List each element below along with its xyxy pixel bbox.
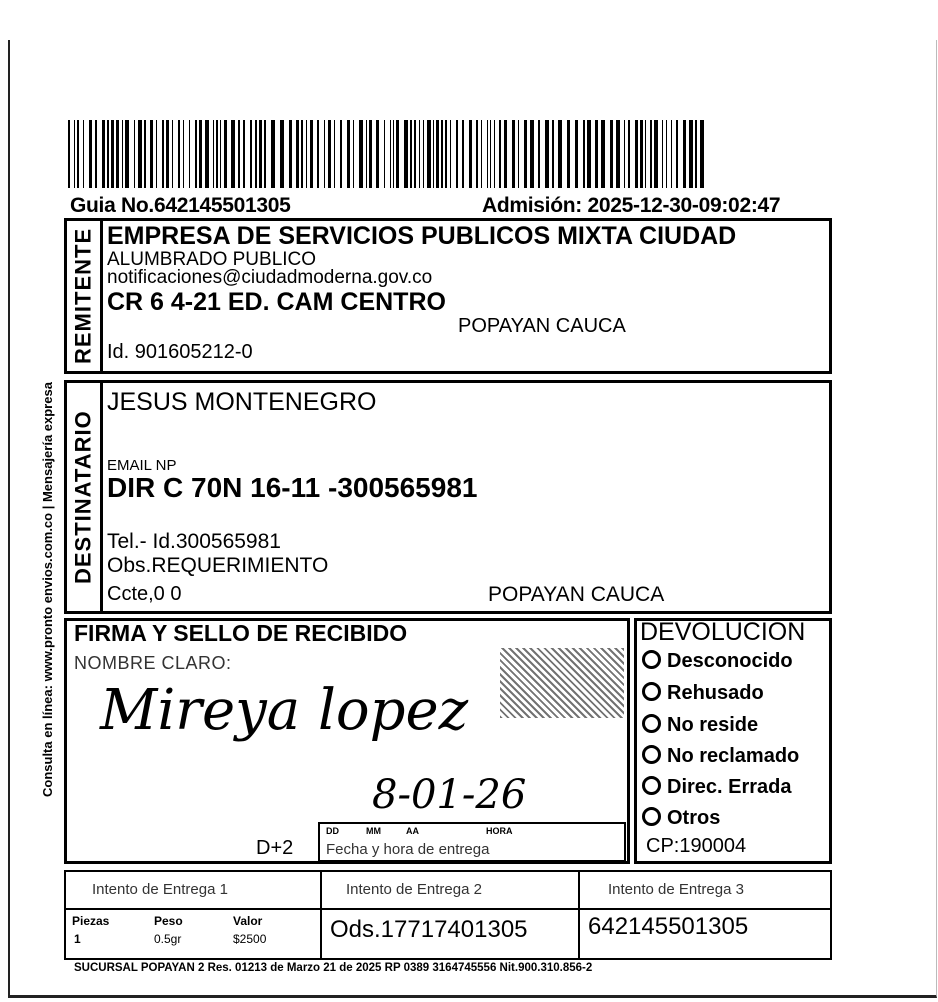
barcode-gap xyxy=(704,120,708,188)
firma-title: FIRMA Y SELLO DE RECIBIDO xyxy=(74,620,408,646)
mm-label: MM xyxy=(366,826,381,836)
devolucion-option[interactable]: No reclamado xyxy=(642,745,799,768)
remitente-dept: ALUMBRADO PUBLICO xyxy=(107,249,317,270)
devolucion-title: DEVOLUCION xyxy=(640,618,806,646)
side-consulta-text: Consulta en línea: www.pronto envios.com.co | Mensajería expresa xyxy=(40,382,55,798)
destinatario-ccte: Ccte,0 0 xyxy=(107,583,182,605)
destinatario-obs: Obs.REQUERIMIENTO xyxy=(107,554,329,577)
piezas-value: 1 xyxy=(74,932,81,946)
intento-2: Intento de Entrega 2 xyxy=(346,881,482,898)
piezas-label: Piezas xyxy=(72,914,110,928)
radio-circle-icon xyxy=(642,650,661,669)
guia-number-bottom: 642145501305 xyxy=(588,913,749,940)
remitente-company: EMPRESA DE SERVICIOS PUBLICOS MIXTA CIUDAD xyxy=(107,222,737,250)
destinatario-city: POPAYAN CAUCA xyxy=(488,583,665,606)
destinatario-divider xyxy=(100,380,103,614)
handwritten-name: Mireya lopez xyxy=(100,678,469,743)
nombre-claro-label: NOMBRE CLARO: xyxy=(74,653,232,673)
devolucion-option[interactable]: Otros xyxy=(642,807,720,830)
hora-label: HORA xyxy=(486,826,513,836)
valor-value: $2500 xyxy=(233,932,267,946)
peso-label: Peso xyxy=(154,914,183,928)
destinatario-address: DIR C 70N 16-11 -300565981 xyxy=(107,472,478,503)
remitente-address: CR 6 4-21 ED. CAM CENTRO xyxy=(107,288,446,316)
remitente-id: Id. 901605212-0 xyxy=(107,341,253,363)
handwritten-date: 8-01-26 xyxy=(372,772,527,818)
devolucion-option[interactable]: No reside xyxy=(642,714,758,737)
footer-text: SUCURSAL POPAYAN 2 Res. 01213 de Marzo 21 de 2025 RP 0389 3164745556 Nit.900.310.856-2 xyxy=(74,962,593,974)
radio-circle-icon xyxy=(642,714,661,733)
devolucion-option[interactable]: Rehusado xyxy=(642,682,764,705)
valor-label: Valor xyxy=(233,914,263,928)
destinatario-name: JESUS MONTENEGRO xyxy=(107,388,377,416)
fecha-label: Fecha y hora de entrega xyxy=(326,841,490,858)
admission-date: Admisión: 2025-12-30-09:02:47 xyxy=(482,194,781,217)
radio-circle-icon xyxy=(642,776,661,795)
dd-label: DD xyxy=(326,826,339,836)
devolucion-option[interactable]: Direc. Errada xyxy=(642,776,792,799)
aa-label: AA xyxy=(406,826,419,836)
remitente-city: POPAYAN CAUCA xyxy=(458,315,626,337)
radio-circle-icon xyxy=(642,807,661,826)
ods-number: Ods.17717401305 xyxy=(330,916,528,943)
barcode xyxy=(68,120,718,188)
intento-1: Intento de Entrega 1 xyxy=(92,881,228,898)
destinatario-email: EMAIL NP xyxy=(107,457,177,474)
radio-circle-icon xyxy=(642,682,661,701)
devolucion-option[interactable]: Desconocido xyxy=(642,650,793,673)
stamp-smudge xyxy=(500,648,624,718)
remitente-label: REMITENTE xyxy=(70,227,96,365)
remitente-divider xyxy=(100,218,103,374)
devolucion-cp: CP:190004 xyxy=(646,835,747,857)
intento-3: Intento de Entrega 3 xyxy=(608,881,744,898)
destinatario-tel: Tel.- Id.300565981 xyxy=(107,530,281,553)
remitente-email: notificaciones@ciudadmoderna.gov.co xyxy=(107,267,433,288)
radio-circle-icon xyxy=(642,745,661,764)
service-code: D+2 xyxy=(256,837,294,859)
destinatario-label: DESTINATARIO xyxy=(70,410,96,584)
guia-number: Guia No.642145501305 xyxy=(70,194,291,217)
peso-value: 0.5gr xyxy=(154,932,182,946)
